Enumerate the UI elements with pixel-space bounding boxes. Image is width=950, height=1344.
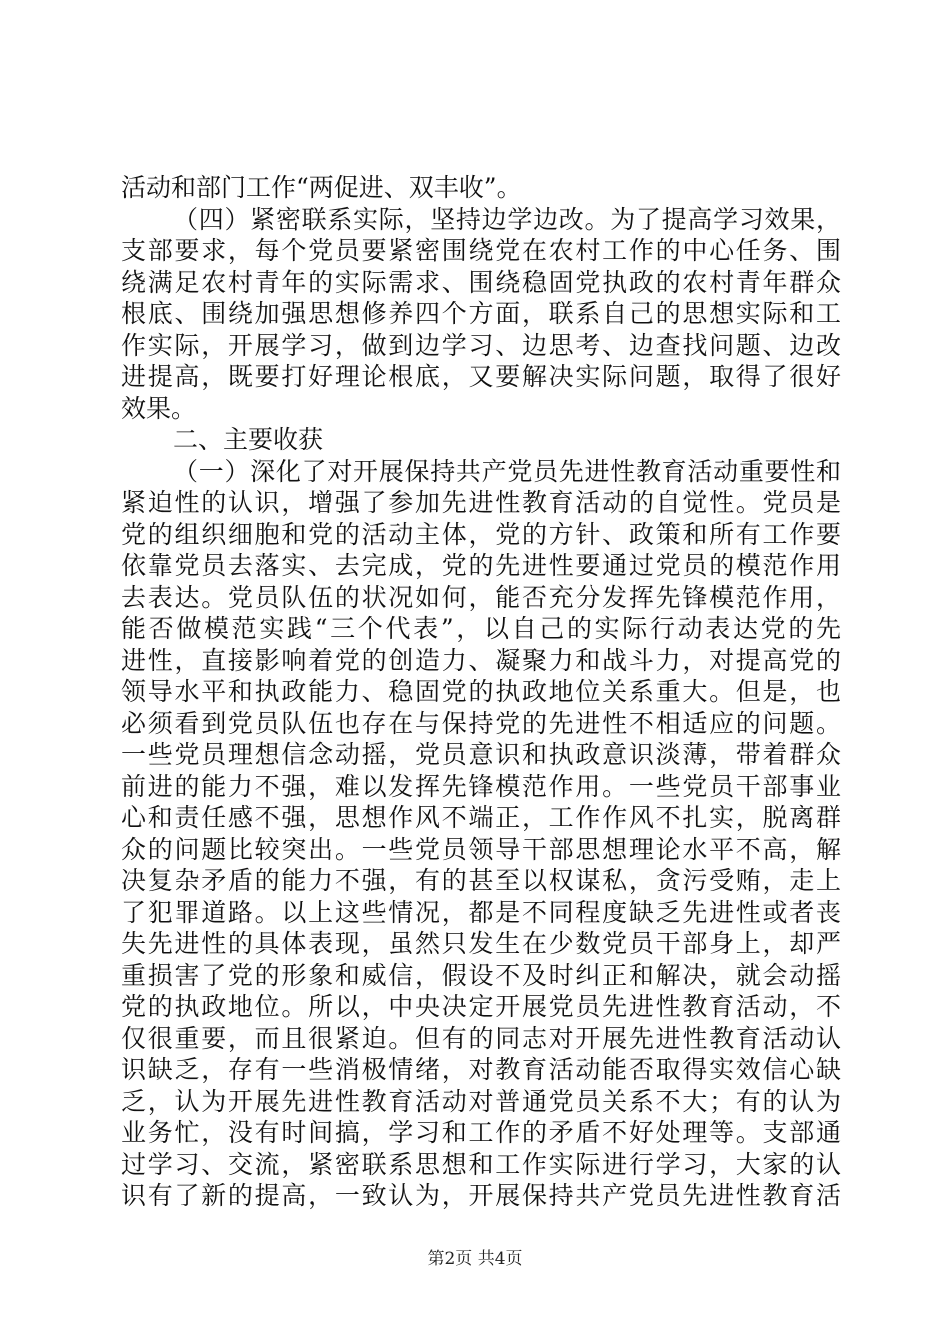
text-line: 进性，直接影响着党的创造力、凝聚力和战斗力，对提高党的 <box>121 645 841 675</box>
text-line: 识有了新的提高，一致认为，开展保持共产党员先进性教育活 <box>121 1181 841 1210</box>
text-line: 过学习、交流，紧密联系思想和工作实际进行学习，大家的认 <box>121 1149 841 1179</box>
text-line: 绕满足农村青年的实际需求、围绕稳固党执政的农村青年群众 <box>121 267 841 297</box>
text-line: 支部要求，每个党员要紧密围绕党在农村工作的中心任务、围 <box>121 236 841 265</box>
text-line: 一些党员理想信念动摇，党员意识和执政意识淡薄，带着群众 <box>121 740 841 769</box>
text-line: 识缺乏，存有一些消极情绪，对教育活动能否取得实效信心缺 <box>121 1055 841 1084</box>
text-line: 党的执政地位。所以，中央决定开展党员先进性教育活动，不 <box>121 992 841 1021</box>
text-line: 仅很重要，而且很紧迫。但有的同志对开展先进性教育活动认 <box>121 1023 841 1053</box>
text-line: 业务忙，没有时间搞，学习和工作的矛盾不好处理等。支部通 <box>121 1118 841 1147</box>
text-line: 必须看到党员队伍也存在与保持党的先进性不相适应的问题。 <box>121 708 841 738</box>
text-line: 效果。 <box>121 393 197 423</box>
text-line: 乏，认为开展先进性教育活动对普通党员关系不大；有的认为 <box>121 1086 841 1116</box>
text-line: 去表达。党员队伍的状况如何，能否充分发挥先锋模范作用， <box>121 582 841 612</box>
text-line: 能否做模范实践“三个代表”，以自己的实际行动表达党的先 <box>121 614 841 643</box>
text-line: 重损害了党的形象和威信，假设不及时纠正和解决，就会动摇 <box>121 960 841 990</box>
section-heading: 二、主要收获 <box>173 425 324 454</box>
text-line: 作实际，开展学习，做到边学习、边思考、边查找问题、边改 <box>121 330 841 360</box>
text-line: 领导水平和执政能力、稳固党的执政地位关系重大。但是，也 <box>121 677 841 706</box>
text-line: （四）紧密联系实际，坚持边学边改。为了提高学习效果， <box>173 204 841 234</box>
text-line: 进提高，既要打好理论根底，又要解决实际问题，取得了很好 <box>121 362 841 391</box>
text-line: 决复杂矛盾的能力不强，有的甚至以权谋私，贪污受贿，走上 <box>121 866 841 895</box>
text-line: 紧迫性的认识，增强了参加先进性教育活动的自觉性。党员是 <box>121 488 841 517</box>
document-body <box>121 172 841 1212</box>
page-footer: 第2页 共4页 <box>427 1249 523 1269</box>
text-line: （一）深化了对开展保持共产党员先进性教育活动重要性和 <box>173 456 841 486</box>
text-line: 根底、围绕加强思想修养四个方面，联系自己的思想实际和工 <box>121 299 841 328</box>
text-line: 了犯罪道路。以上这些情况，都是不同程度缺乏先进性或者丧 <box>121 897 841 927</box>
text-line: 前进的能力不强，难以发挥先锋模范作用。一些党员干部事业 <box>121 771 841 801</box>
text-line: 党的组织细胞和党的活动主体，党的方针、政策和所有工作要 <box>121 519 841 549</box>
text-line: 活动和部门工作“两促进、双丰收”。 <box>121 173 522 202</box>
text-line: 众的问题比较突出。一些党员领导干部思想理论水平不高，解 <box>121 834 841 864</box>
text-line: 心和责任感不强，思想作风不端正，工作作风不扎实，脱离群 <box>121 803 841 832</box>
text-line: 依靠党员去落实、去完成，党的先进性要通过党员的模范作用 <box>121 551 841 580</box>
text-line: 失先进性的具体表现，虽然只发生在少数党员干部身上，却严 <box>121 929 841 958</box>
